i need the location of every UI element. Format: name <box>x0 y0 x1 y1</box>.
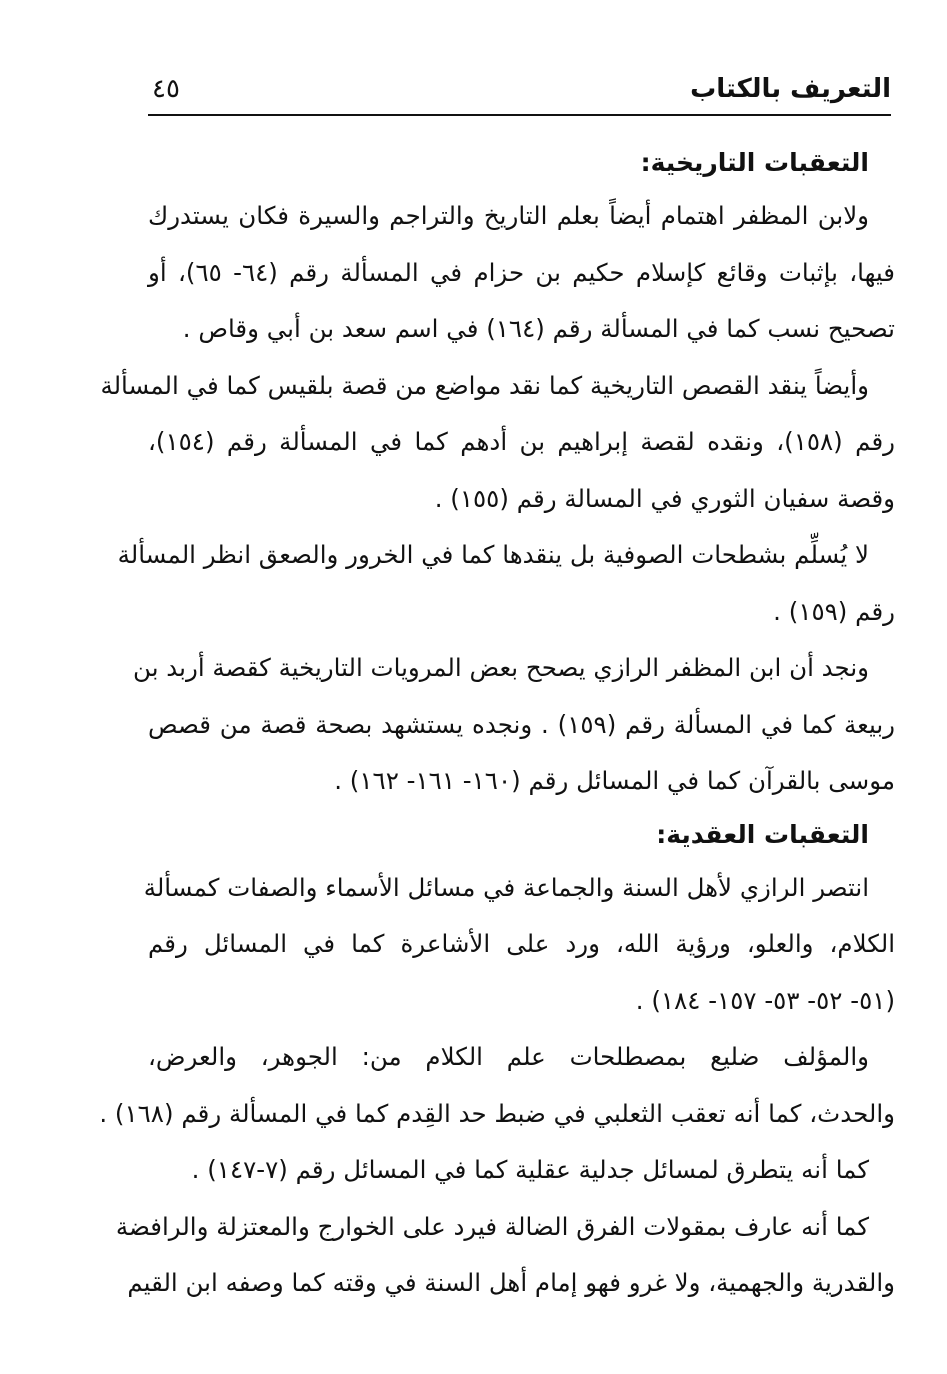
text-line: وأيضاً ينقد القصص التاريخية كما نقد مواضع من قصة بلقيس كما في المسألة <box>100 370 869 400</box>
body-text <box>99 138 895 1312</box>
text-line: انتصر الرازي لأهل السنة والجماعة في مسائل الأسماء والصفات كمسألة <box>143 872 869 902</box>
running-header <box>148 70 891 116</box>
text-line: تصحيح نسب كما في المسألة رقم (١٦٤) في اسم سعد بن أبي وقاص . <box>182 314 895 343</box>
paragraph <box>143 860 895 1030</box>
section-heading-historical: التعقبات التاريخية: <box>640 148 869 177</box>
text-line: رقم (١٥٨)، ونقده لقصة إبراهيم بن أدهم كما في المسألة رقم (١٥٤)، <box>148 427 895 456</box>
text-line: وقصة سفيان الثوري في المسالة رقم (١٥٥) . <box>434 483 895 513</box>
text-line: رقم (١٥٩) . <box>773 596 895 626</box>
paragraph <box>100 358 895 528</box>
text-line: ولابن المظفر اهتمام أيضاً بعلم التاريخ والتراجم والسيرة فكان يستدرك <box>148 201 869 230</box>
section-heading-doctrinal: التعقبات العقدية: <box>656 819 869 849</box>
paragraph <box>117 527 895 640</box>
running-title: التعريف بالكتاب <box>690 74 891 104</box>
page-number: ٤٥ <box>152 74 180 104</box>
text-line: فيها، بإثبات وقائع كإسلام حكيم بن حزام في المسألة رقم (٦٤- ٦٥)، أو <box>148 257 895 287</box>
text-line: الكلام، والعلو، ورؤية الله، ورد على الأشاعرة كما في المسائل رقم <box>148 929 895 958</box>
text-line: لا يُسلِّم بشطحات الصوفية بل ينقدها كما في الخرور والصعق انظر المسألة <box>117 540 869 569</box>
text-line: والقدرية والجهمية، ولا غرو فهو إمام أهل السنة في وقته كما وصفه ابن القيم <box>127 1268 895 1297</box>
text-line: والمؤلف ضليع بمصطلحات علم الكلام من: الجوهر، والعرض، <box>148 1042 869 1071</box>
text-line: ونجد أن ابن المظفر الرازي يصحح بعض المرويات التاريخية كقصة أربد بن <box>133 653 869 682</box>
text-line: كما أنه عارف بمقولات الفرق الضالة فيرد على الخوارج والمعتزلة والرافضة <box>115 1211 869 1241</box>
paragraph <box>115 1199 895 1312</box>
paragraph <box>99 1029 895 1142</box>
text-line: موسى بالقرآن كما في المسائل رقم (١٦٠- ١٦١- ١٦٢) . <box>334 766 895 795</box>
paragraph <box>148 188 895 358</box>
text-line: (٥١- ٥٢- ٥٣- ١٥٧- ١٨٤) . <box>635 985 895 1015</box>
paragraph <box>133 640 895 810</box>
text-line: والحدث، كما أنه تعقب الثعلبي في ضبط حد القِدم كما في المسألة رقم (١٦٨) . <box>99 1098 895 1128</box>
paragraph <box>148 1142 895 1199</box>
text-line: ربيعة كما في المسألة رقم (١٥٩) . ونجده يستشهد بصحة قصة من قصص <box>148 709 895 739</box>
text-line: كما أنه يتطرق لمسائل جدلية عقلية كما في المسائل رقم (٧-١٤٧) . <box>191 1155 869 1184</box>
